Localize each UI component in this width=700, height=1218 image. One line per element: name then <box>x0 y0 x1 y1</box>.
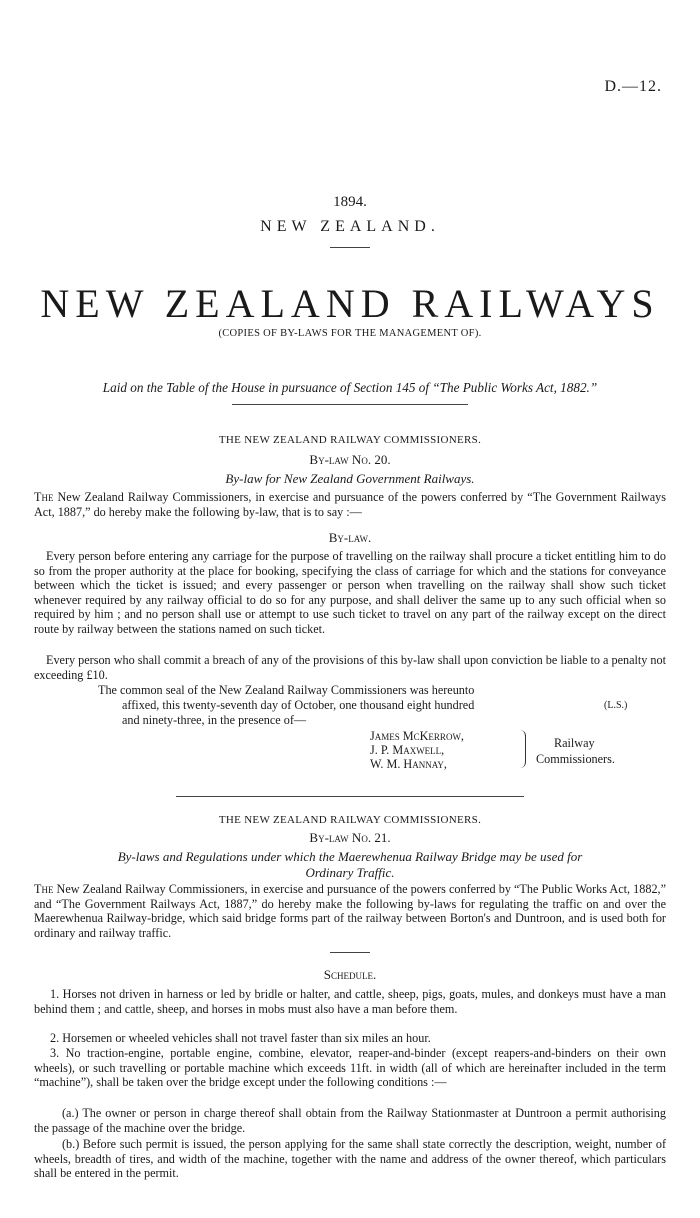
schedule-item: 2. Horsemen or wheeled vehicles shall not travel faster than six miles an hour. <box>50 1031 431 1045</box>
schedule-item: 1. Horses not driven in harness or led by bridle or halter, and cattle, sheep, pigs, goats, mules, and donkeys must have a man behind them ; and cattle, sheep, and horses in mobs must also have a man before them. <box>34 987 666 1016</box>
preamble-lead: The <box>34 490 54 504</box>
commissioners-line-1: Railway <box>554 736 595 750</box>
schedule-item: 3. No traction-engine, portable engine, combine, elevator, reaper-and-binder (except reapers-and-binders on their own wheels), or such travelling or portable machine which exceeds 11ft. in width (all of which are hereinafter included in the term “machine”), shall be taken over the bridge except under the following conditions :— <box>34 1046 666 1090</box>
bylaw20-para2: Every person who shall commit a breach of any of the provisions of this by-law shall upon conviction be liable to a penalty not exceeding £10. <box>34 653 666 682</box>
divider <box>330 247 370 248</box>
bylaw20-label: By-law. <box>328 530 372 545</box>
schedule-item: (b.) Before such permit is issued, the person applying for the same shall state correctly the description, weight, number of wheels, breadth of tires, and width of the machine, together with the name and address of the owner thereof, which particulars shall be entered in the permit. <box>34 1137 666 1181</box>
page-reference: D.—12. <box>604 78 662 95</box>
signatory: W. M. Hannay, <box>370 757 447 771</box>
country: NEW ZEALAND. <box>260 218 440 235</box>
seal-line-1: The common seal of the New Zealand Railway Commissioners was hereunto <box>98 683 475 697</box>
bylaw20-preamble <box>34 490 666 519</box>
year: 1894. <box>333 194 367 210</box>
bylaw21-number: By-law No. 21. <box>309 830 391 845</box>
preamble-text: New Zealand Railway Commissioners, in exercise and pursuance of the powers conferred by “The Public Works Act, 1882,” and “The Government Railways Act, 1887,” do hereby make the following by-laws for regulating the traffic on and over the Maerewhenua Railway-bridge, which said bridge forms part of the railway between Borton's and Duntroon, and is used both for ordinary and railway traffic. <box>34 882 666 940</box>
commissioners-line-2: Commissioners. <box>536 752 615 766</box>
main-title: NEW ZEALAND RAILWAYS <box>40 281 660 326</box>
divider <box>330 952 370 953</box>
bylaw20-number: By-law No. 20. <box>309 452 391 467</box>
divider <box>232 404 468 405</box>
bylaw21-heading-1: By-laws and Regulations under which the Maerewhenua Railway Bridge may be used for <box>117 849 583 864</box>
brace-icon <box>520 730 526 768</box>
subtitle: (COPIES OF BY-LAWS FOR THE MANAGEMENT OF). <box>218 328 482 339</box>
seal-line-2: affixed, this twenty-seventh day of October, one thousand eight hundred <box>122 698 475 712</box>
bylaw20-heading: By-law for New Zealand Government Railways. <box>225 471 475 486</box>
divider <box>176 796 524 797</box>
bylaw21-heading-2: Ordinary Traffic. <box>305 865 395 880</box>
signatory: James McKerrow, <box>370 729 464 743</box>
bylaw21-authority: THE NEW ZEALAND RAILWAY COMMISSIONERS. <box>218 814 482 826</box>
bylaw20-para1: Every person before entering any carriage for the purpose of travelling on the railway shall procure a ticket entitling him to do so from the proper authority at the place for booking, specifying the class of carriage for which and the stations for conveyance between which the ticket is issued; and every passenger or person when travelling on the railway shall show such ticket whenever required by any railway official to do so for any purpose, and shall deliver the same up to any such official when so required by him ; and no person shall use or attempt to use such ticket to travel on any part of the railway except on the direct route by railway between the stations named on such ticket. <box>34 549 666 636</box>
seal-line-3: and ninety-three, in the presence of— <box>122 713 307 727</box>
preamble-lead: The <box>34 882 54 896</box>
schedule-item: (a.) The owner or person in charge thereof shall obtain from the Railway Stationmaster at Duntroon a permit authorising the passage of the machine over the bridge. <box>34 1106 666 1135</box>
preamble-text: New Zealand Railway Commissioners, in exercise and pursuance of the powers conferred by “The Government Railways Act, 1887,” do hereby make the following by-law, that is to say :— <box>34 490 666 519</box>
laid-on-table: Laid on the Table of the House in pursuance of Section 145 of “The Public Works Act, 1882.” <box>102 380 598 395</box>
locus-sigilli: (L.S.) <box>604 700 628 711</box>
schedule-heading: Schedule. <box>323 967 377 982</box>
signatory: J. P. Maxwell, <box>370 743 445 757</box>
bylaw21-preamble <box>34 882 666 940</box>
bylaw20-authority: THE NEW ZEALAND RAILWAY COMMISSIONERS. <box>218 434 482 446</box>
